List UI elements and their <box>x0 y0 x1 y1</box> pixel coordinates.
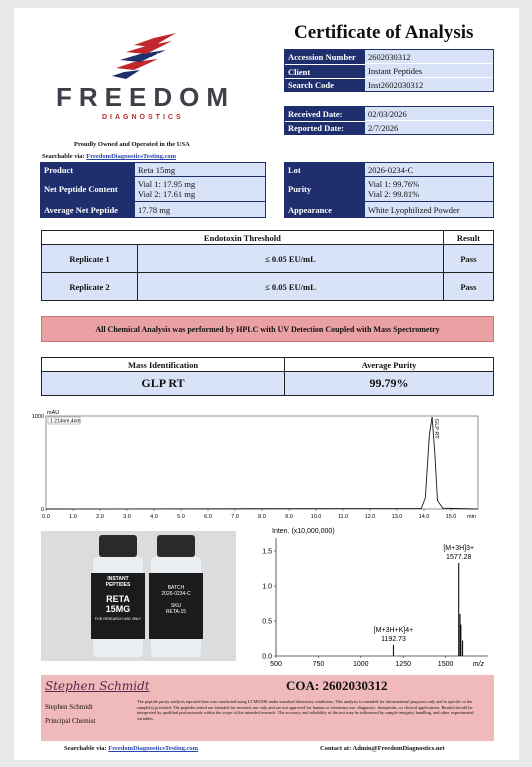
chemist-role: Principal Chemist <box>45 717 96 725</box>
vial-right <box>147 535 205 659</box>
x-tick-label: 5.0 <box>177 514 185 520</box>
freedom-logo <box>54 32 235 142</box>
x-tick-label: 11.0 <box>337 514 349 520</box>
legend-text: 1 214nm,4nm <box>50 418 81 425</box>
footer-search-label: Searchable via: <box>64 745 107 752</box>
peak-ion-label: [M+3H]3+ <box>443 544 475 552</box>
purity-vial-2: Vial 2: 99.81% <box>368 189 420 199</box>
avg-peptide-label: Average Net Peptide <box>41 202 135 217</box>
x-tick-label: 4.0 <box>150 514 158 520</box>
signature: Stephen Schmidt <box>45 679 150 693</box>
received-row <box>285 107 493 121</box>
lot-row <box>285 163 493 177</box>
x-tick-label: 1500 <box>437 661 454 668</box>
peak-ion-label: [M+3H+K]4+ <box>373 626 414 634</box>
y-tick-label: 0 <box>40 507 44 513</box>
table-row <box>42 245 494 273</box>
y-tick-label: 0.0 <box>262 653 272 661</box>
search-code-value: Inst2602030312 <box>365 78 493 91</box>
x-tick-label: 500 <box>270 661 282 668</box>
y-tick-label: 0.5 <box>262 618 272 626</box>
x-tick-label: 7.0 <box>231 514 239 520</box>
replicate-name: Replicate 2 <box>42 273 138 301</box>
reported-row <box>285 121 493 134</box>
replicate-result: Pass <box>443 273 493 301</box>
vial-cap <box>157 535 195 557</box>
chart-title: Inten. (x10,000,000) <box>272 528 335 535</box>
vial-sku-value: RETA-15 <box>165 609 187 615</box>
endotoxin-threshold-header: Endotoxin Threshold <box>42 231 444 245</box>
x-tick-label: 10.0 <box>310 514 322 520</box>
reported-value: 2/7/2026 <box>365 121 493 134</box>
dates-table <box>284 106 494 135</box>
x-tick-label: 2.0 <box>96 514 104 520</box>
lot-table <box>284 162 494 218</box>
replicate-name: Replicate 1 <box>42 245 138 273</box>
lot-label: Lot <box>285 163 365 176</box>
x-tick-label: 0.0 <box>42 514 50 520</box>
searchable-line <box>42 153 176 160</box>
received-value: 02/03/2026 <box>365 107 493 121</box>
search-code-label: Search Code <box>285 78 365 91</box>
x-tick-label: 9.0 <box>285 514 293 520</box>
vial-name-1: RETA <box>106 594 130 604</box>
logo-wordmark: FREEDOM <box>56 82 235 112</box>
vial-label-left <box>91 573 145 639</box>
endotoxin-result-header: Result <box>443 231 493 245</box>
plot-frame <box>46 416 478 509</box>
mass-table <box>41 357 494 396</box>
mass-spectrum <box>236 522 498 672</box>
peak-mz-label: 1192.73 <box>381 635 406 643</box>
chemist-name: Stephen Schmidt <box>45 703 93 711</box>
y-tick-label: 1.5 <box>262 548 272 556</box>
x-tick-label: 1.0 <box>69 514 77 520</box>
client-value: Instant Peptides <box>365 64 493 78</box>
x-axis-label: min <box>467 514 476 520</box>
accession-value: 2602030312 <box>365 50 493 64</box>
searchable-label: Searchable via: <box>42 153 85 160</box>
net-peptide-vial-1: Vial 1: 17.95 mg <box>138 179 196 189</box>
client-label: Client <box>285 64 365 78</box>
accession-row <box>285 50 493 64</box>
x-tick-label: 1000 <box>353 661 369 668</box>
vial-left <box>89 535 147 659</box>
replicate-threshold: ≤ 0.05 EU/mL <box>138 273 444 301</box>
peak-label: GLP RT <box>433 418 440 439</box>
analysis-banner: All Chemical Analysis was performed by HPLC with UV Detection Coupled with Mass Spectrometry <box>41 316 494 342</box>
mass-header-row <box>42 358 494 372</box>
avg-purity-value: 99.79% <box>285 372 494 396</box>
vial-label-right <box>149 573 203 639</box>
certificate-page <box>14 8 519 760</box>
page-title: Certificate of Analysis <box>294 22 474 43</box>
vial-brand-2: PEPTIDES <box>105 582 131 588</box>
hplc-chromatogram <box>18 406 488 524</box>
disclaimer: The peptide purity analysis reported here was conducted using LCMS/MS under standard laboratory conditions. This analysis is intended for informational purposes only and is specific to the sample(s) provided. The peptides tested are intended for research use only and are not approved for human or veterinary use, diagnostic, therapeutic, or clinical applications. Results should be interpreted by qualified professionals within the scope of the intended research. The accuracy and reliability of the test may be influenced by sample integrity, handling, and other experimental variables. <box>137 699 474 721</box>
purity-row <box>285 177 493 202</box>
x-axis-label: m/z <box>472 661 484 668</box>
mass-id-header: Mass Identification <box>42 358 285 372</box>
x-tick-label: 1250 <box>395 661 411 668</box>
accession-table <box>284 49 494 92</box>
vial-batch-value: 2026-0234-C <box>161 591 191 597</box>
purity-vial-1: Vial 1: 99.76% <box>368 179 420 189</box>
peak-mz-label: 1577.28 <box>446 553 472 561</box>
net-peptide-row <box>41 177 265 202</box>
searchable-link[interactable]: FreedomDiagnosticsTesting.com <box>86 153 177 160</box>
x-tick-label: 13.0 <box>391 514 403 520</box>
client-row <box>285 64 493 78</box>
reported-label: Reported Date: <box>285 121 365 134</box>
purity-label: Purity <box>285 177 365 201</box>
logo-subtitle: DIAGNOSTICS <box>102 114 184 121</box>
footer-search-link[interactable]: FreedomDiagnosticsTesting.com <box>108 745 199 752</box>
x-tick-label: 8.0 <box>258 514 266 520</box>
avg-purity-header: Average Purity <box>285 358 494 372</box>
footer-search-line <box>64 745 198 752</box>
appearance-label: Appearance <box>285 202 365 217</box>
search-code-row <box>285 78 493 91</box>
y-tick-label: 1.0 <box>262 583 272 591</box>
vial-fine-print: FOR RESEARCH USE ONLY <box>94 617 142 621</box>
footer-panel <box>41 675 494 741</box>
mass-value-row <box>42 372 494 396</box>
vial-brand-1: INSTANT <box>107 576 129 582</box>
received-label: Received Date: <box>285 107 365 121</box>
x-tick-label: 3.0 <box>123 514 131 520</box>
x-tick-label: 750 <box>312 661 325 668</box>
product-value: Reta 15mg <box>135 163 265 176</box>
appearance-row <box>285 202 493 217</box>
footer-contact: Contact at: Admin@FreedomDiagnostics.net <box>320 745 445 752</box>
vial-cap <box>99 535 137 557</box>
x-tick-label: 12.0 <box>364 514 376 520</box>
avg-peptide-value: 17.78 mg <box>135 202 265 217</box>
vial-batch-label: BATCH <box>167 585 185 591</box>
accession-label: Accession Number <box>285 50 365 64</box>
product-row <box>41 163 265 177</box>
product-table <box>40 162 266 218</box>
x-tick-label: 14.0 <box>418 514 430 520</box>
table-row <box>42 273 494 301</box>
coa-number: COA: 2602030312 <box>286 678 388 693</box>
mass-id-value: GLP RT <box>42 372 285 396</box>
net-peptide-label: Net Peptide Content <box>41 177 135 201</box>
owned-statement: Proudly Owned and Operated in the USA <box>74 141 190 148</box>
avg-peptide-row <box>41 202 265 217</box>
replicate-result: Pass <box>443 245 493 273</box>
appearance-value: White Lyophilized Powder <box>365 202 493 217</box>
vial-name-2: 15MG <box>105 604 131 614</box>
y-axis-label: mAU <box>47 410 60 416</box>
replicate-threshold: ≤ 0.05 EU/mL <box>138 245 444 273</box>
endotoxin-table <box>41 230 494 301</box>
lot-value: 2026-0234-C <box>365 163 493 176</box>
vial-photo <box>41 531 236 661</box>
product-label: Product <box>41 163 135 176</box>
net-peptide-vial-2: Vial 2: 17.61 mg <box>138 189 196 199</box>
x-tick-label: 6.0 <box>204 514 212 520</box>
endotoxin-header-row <box>42 231 494 245</box>
vial-sku-label: SKU <box>170 603 182 609</box>
y-tick-label: 1000 <box>31 414 44 420</box>
x-tick-label: 15.0 <box>445 514 457 520</box>
